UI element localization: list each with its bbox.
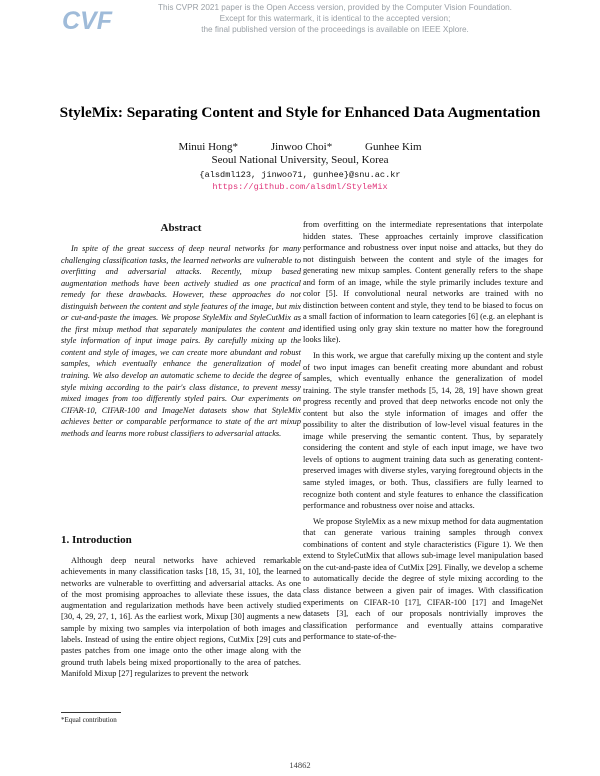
github-link[interactable]: https://github.com/alsdml/StyleMix [212, 182, 388, 192]
affiliation: Seoul National University, Seoul, Korea [211, 154, 389, 166]
author-name: Minui Hong* [178, 141, 239, 153]
open-access-watermark [150, 2, 520, 35]
author-emails: {alsdml123, jinwoo71, gunhee}@snu.ac.kr [199, 170, 401, 180]
right-column [303, 219, 543, 647]
cvf-logo [62, 4, 112, 35]
abstract-body [61, 243, 301, 439]
watermark-line: the final published version of the proceedings is available on IEEE Xplore. [201, 25, 469, 34]
abstract-heading: Abstract [160, 222, 202, 234]
page-number: 14862 [289, 760, 311, 770]
body-paragraph: In this work, we argue that carefully mixing up the content and style of two input images can benefit creating more abundant and robust samples, which eventually enhance the generalization of model training. The style transfer methods [5, 14, 28, 19] have shown great progress recently and proved that deep networks encode not only the content but also the style information of images and offer the possibility to alter the distribution of low-level visual features in the image while preserving the semantic content. Thus, by separately considering the content and style of each input image, we have two levels of options to augment training data such as generating content-preserved images with diverse styles, varying foreground objects in the same styled images, or both. Thus, classifiers are fully learned to recognize both content and style features to enhance the classification performance and robustness over noise and attacks. [303, 351, 543, 511]
watermark-line: Except for this watermark, it is identical to the accepted version; [219, 14, 451, 23]
footnote-divider [61, 712, 121, 713]
introduction-left-column [61, 555, 301, 679]
author-name: Jinwoo Choi* [270, 141, 333, 153]
footnote: *Equal contribution [61, 716, 117, 724]
cvf-logo-text: CVF [62, 7, 112, 35]
paper-title: StyleMix: Separating Content and Style for Enhanced Data Augmentation [59, 104, 541, 121]
body-paragraph: We propose StyleMix as a new mixup method for data augmentation that can generate various training samples through convex combinations of content and style characteristics (Figure 1). We then extend to StyleCutMix that allows sub-image level manipulation based on the cut-and-paste idea of CutMix [29]. Finally, we develop a scheme to automatically decide the degree of style mixing according to the class distance between a given pair of images. With classification experiments on CIFAR-10 [17], CIFAR-100 [17] and ImageNet datasets [3], each of our proposals nontrivially improves the classification performance and eventually attains comparative performance to state-of-the- [303, 516, 543, 642]
author-name: Gunhee Kim [365, 141, 422, 153]
abstract-paragraph: In spite of the great success of deep neural networks for many challenging classification tasks, the learned networks are vulnerable to overfitting and adversarial attacks. Recently, mixup based augmentation methods have been actively studied as one practical remedy for these drawbacks. However, these approaches do not distinguish between the content and style features of the image, but mix or cut-and-paste the images. We propose StyleMix and StyleCutMix as the first mixup method that separately manipulates the content and style information of input image pairs. By carefully mixing up the content and style of images, we can create more abundant and robust samples, which eventually enhance the generalization of model training. We also develop an automatic scheme to decide the degree of style mixing according to the pair's class distance, to prevent messy mixed images from too differently styled pairs. Our experiments on CIFAR-10, CIFAR-100 and ImageNet datasets show that StyleMix achieves better or comparable performance to state of the art mixup methods and learns more robust classifiers to adversarial attacks. [61, 244, 301, 438]
author-list [0, 140, 600, 154]
introduction-heading: 1. Introduction [61, 534, 132, 546]
introduction-paragraph: Although deep neural networks have achieved remarkable achievements in many classification tasks [18, 15, 31, 10], the learned networks are vulnerable to overfitting and adversarial attacks. As one of the most promising approaches to alleviate these issues, the data augmentation and regularization methods have been actively studied [30, 4, 29, 27, 1, 16]. As the earliest work, Mixup [30] augments a new sample by mixing two samples via interpolation of both images and labels. Instead of using the entire object regions, CutMix [29] cuts and pastes patches from one image onto the other image along with the ground truth labels being mixed proportionally to the area of patches. Manifold Mixup [27] regularizes to prevent the network [61, 556, 301, 678]
watermark-line: This CVPR 2021 paper is the Open Access version, provided by the Computer Vision Foundation. [158, 3, 512, 12]
body-paragraph: from overfitting on the intermediate representations that interpolate hidden states. These approaches certainly improve classification performance and robustness over input noise and attacks, but they do not distinguish between the content and style of the images for generating new mixup samples. Content generally refers to the shape and form of an image, while the style primarily includes texture and color [5]. If convolutional neural networks are trained with no distinction between content and style, they tend to be biased to focus on a small faction of information to learn categories [6] (e.g. an elephant is identified using only gray skin texture no matter how the foreground looks like). [303, 220, 543, 345]
